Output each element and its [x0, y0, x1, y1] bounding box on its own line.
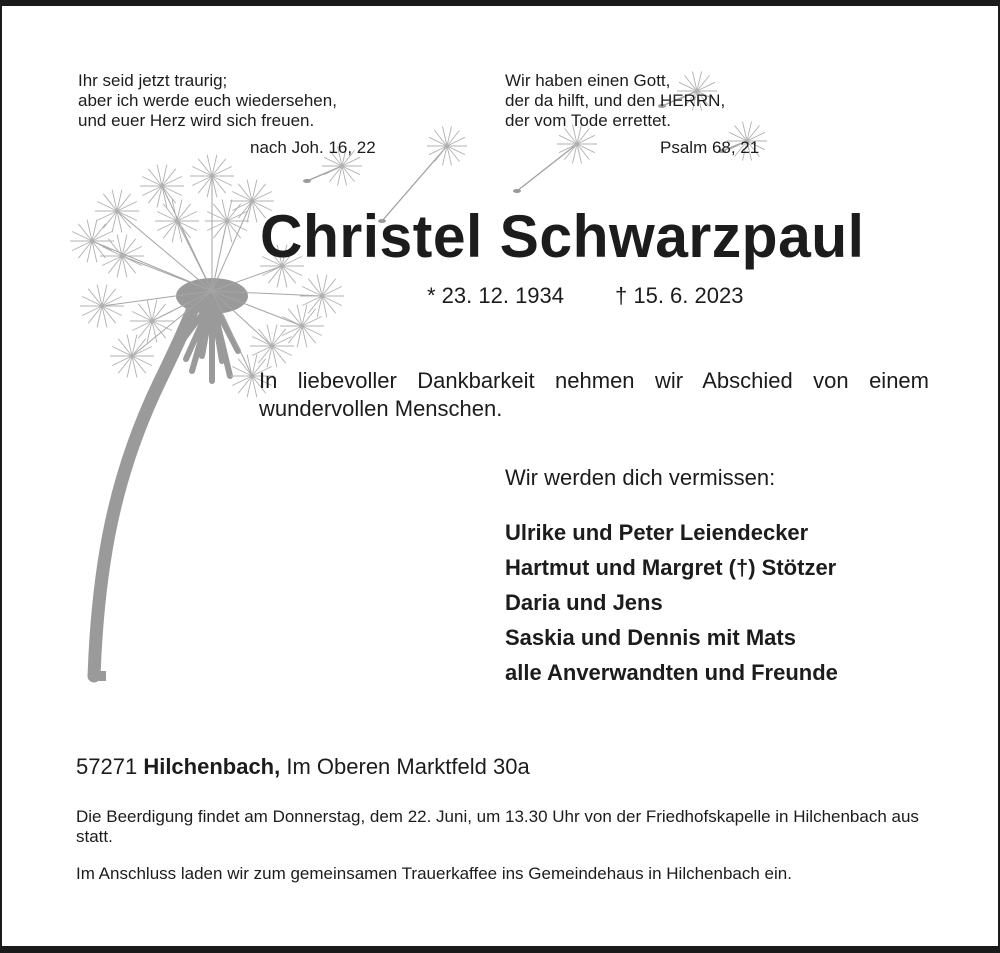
mourner-name: alle Anverwandten und Freunde	[505, 660, 838, 685]
address-postcode: 57271	[76, 754, 138, 779]
intro-text: In liebevoller Dankbarkeit nehmen wir Abschied von einem wundervollen Menschen.	[259, 368, 929, 421]
verse-left-line: Ihr seid jetzt traurig;	[78, 71, 228, 90]
verse-right-line: Wir haben einen Gott,	[505, 71, 671, 90]
dandelion-icon	[2, 6, 998, 946]
mourner-name: Daria und Jens	[505, 590, 663, 615]
verse-right-reference: Psalm 68, 21	[660, 138, 760, 157]
mourner-name: Saskia und Dennis mit Mats	[505, 625, 796, 650]
coffee-note: Im Anschluss laden wir zum gemeinsamen Trauerkaffee ins Gemeindehaus in Hilchenbach ein.	[76, 864, 792, 883]
funeral-note: Die Beerdigung findet am Donnerstag, dem 22. Juni, um 13.30 Uhr von der Friedhofskapelle in Hilchenbach aus statt.	[76, 807, 919, 846]
mourner-list	[505, 515, 838, 690]
verse-left-reference: nach Joh. 16, 22	[250, 138, 376, 157]
mourner-name: Hartmut und Margret (†) Stötzer	[505, 555, 837, 580]
verse-right-line: der vom Tode errettet.	[505, 111, 671, 130]
death-date: † 15. 6. 2023	[615, 283, 744, 308]
mourner-name: Ulrike und Peter Leiendecker	[505, 520, 809, 545]
address-city: Hilchenbach,	[143, 754, 281, 779]
verse-right	[505, 71, 725, 131]
verse-left	[78, 71, 337, 131]
birth-date: * 23. 12. 1934	[427, 283, 565, 308]
address-street: Im Oberen Marktfeld 30a	[286, 754, 530, 779]
verse-left-line: aber ich werde euch wiedersehen,	[78, 91, 337, 110]
deceased-name: Christel Schwarzpaul	[260, 203, 865, 270]
miss-text: Wir werden dich vermissen:	[505, 465, 776, 490]
address	[76, 754, 530, 780]
verse-left-line: und euer Herz wird sich freuen.	[78, 111, 315, 130]
verse-right-line: der da hilft, und den HERRN,	[505, 91, 726, 110]
